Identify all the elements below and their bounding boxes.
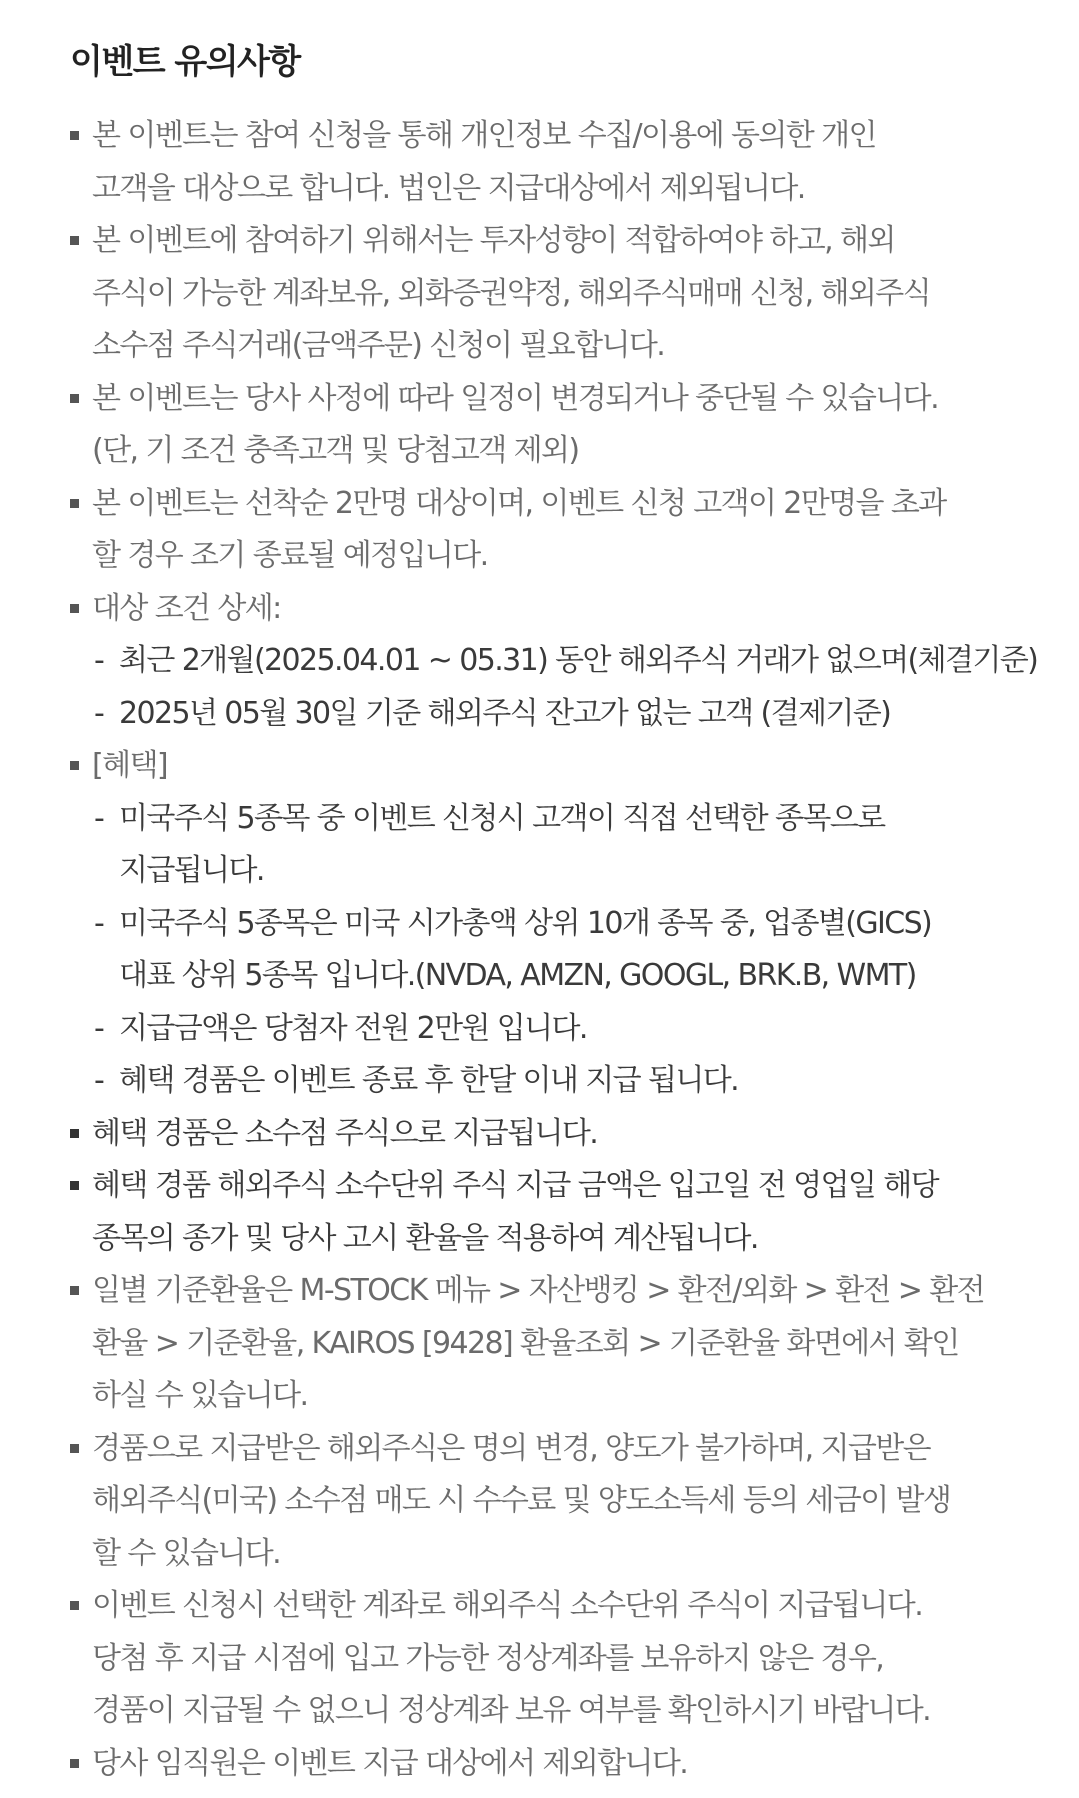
square-bullet-icon	[70, 236, 79, 245]
square-bullet-icon	[70, 1129, 79, 1138]
sub-item-list	[92, 793, 1039, 1108]
notice-item	[70, 1738, 1039, 1791]
notice-title: 이벤트 유의사항	[70, 42, 300, 82]
square-bullet-icon	[70, 1181, 79, 1190]
sub-item-text-line: 지급금액은 당첨자 전원 2만원 입니다.	[119, 1010, 587, 1046]
notice-text-line: 당첨 후 지급 시점에 입고 가능한 정상계좌를 보유하지 않은 경우,	[92, 1640, 884, 1676]
notice-item	[70, 478, 1039, 583]
notice-text-line: 해외주식(미국) 소수점 매도 시 수수료 및 양도소득세 등의 세금이 발생	[92, 1483, 951, 1518]
notice-text-line: 할 경우 조기 종료될 예정입니다.	[92, 538, 488, 573]
notice-item	[70, 1160, 1039, 1265]
sub-item-text-line: 2025년 05월 30일 기준 해외주식 잔고가 없는 고객 (결제기준)	[119, 695, 891, 731]
notice-text-line: 본 이벤트에 참여하기 위해서는 투자성향이 적합하여야 하고, 해외	[92, 223, 895, 258]
notice-item	[70, 215, 1039, 373]
notice-text-line: (단, 기 조건 충족고객 및 당첨고객 제외)	[92, 433, 579, 468]
sub-item	[94, 1055, 1039, 1108]
square-bullet-icon	[70, 1601, 79, 1610]
notice-text-line: 이벤트 신청시 선택한 계좌로 해외주식 소수단위 주식이 지급됩니다.	[92, 1588, 923, 1623]
sub-item-text-line: 미국주식 5종목은 미국 시가총액 상위 10개 종목 중, 업종별(GICS)	[119, 905, 932, 941]
notice-text-line: 본 이벤트는 선착순 2만명 대상이며, 이벤트 신청 고객이 2만명을 초과	[92, 485, 946, 521]
sub-item	[94, 1003, 1039, 1056]
square-bullet-icon	[70, 604, 79, 613]
dash-marker: -	[94, 695, 104, 731]
sub-item	[94, 688, 1039, 741]
notice-item	[70, 740, 1039, 1108]
notice-text-line: 할 수 있습니다.	[92, 1535, 281, 1571]
sub-item	[94, 635, 1039, 688]
notice-text-line: 소수점 주식거래(금액주문) 신청이 필요합니다.	[92, 328, 665, 363]
square-bullet-icon	[70, 131, 79, 140]
sub-item-text-line: 혜택 경품은 이벤트 종료 후 한달 이내 지급 됩니다.	[119, 1063, 739, 1098]
notice-text-line: 경품이 지급될 수 없으니 정상계좌 보유 여부를 확인하시기 바랍니다.	[92, 1693, 931, 1728]
sub-item-text-line: 대표 상위 5종목 입니다.(NVDA, AMZN, GOOGL, BRK.B, WMT)	[119, 958, 916, 993]
sub-item-text-line: 최근 2개월(2025.04.01 ~ 05.31) 동안 해외주식 거래가 없으며(체결기준)	[119, 643, 1038, 678]
notice-item	[70, 110, 1039, 215]
sub-item	[94, 793, 1039, 898]
notice-text-line: 혜택 경품 해외주식 소수단위 주식 지급 금액은 입고일 전 영업일 해당	[92, 1168, 939, 1203]
notice-text-line: 환율 > 기준환율, KAIROS [9428] 환율조회 > 기준환율 화면에서 확인	[92, 1325, 959, 1361]
dash-marker: -	[94, 643, 104, 678]
square-bullet-icon	[70, 1759, 79, 1768]
notice-item	[70, 1108, 1039, 1161]
notice-text-line: 일별 기준환율은 M-STOCK 메뉴 > 자산뱅킹 > 환전/외화 > 환전 > 환전	[92, 1273, 985, 1308]
notice-list	[70, 110, 1039, 1790]
dash-marker: -	[94, 800, 104, 836]
notice-text-line: 경품으로 지급받은 해외주식은 명의 변경, 양도가 불가하며, 지급받은	[92, 1430, 931, 1466]
notice-item	[70, 373, 1039, 478]
notice-text-line: 본 이벤트는 당사 사정에 따라 일정이 변경되거나 중단될 수 있습니다.	[92, 380, 939, 416]
notice-text-line: 당사 임직원은 이벤트 지급 대상에서 제외합니다.	[92, 1745, 688, 1781]
notice-text-line: 종목의 종가 및 당사 고시 환율을 적용하여 계산됩니다.	[92, 1220, 758, 1256]
square-bullet-icon	[70, 1444, 79, 1453]
notice-item	[70, 583, 1039, 741]
square-bullet-icon	[70, 761, 79, 770]
notice-item	[70, 1265, 1039, 1423]
sub-item-text-line: 미국주식 5종목 중 이벤트 신청시 고객이 직접 선택한 종목으로	[119, 800, 885, 836]
notice-item	[70, 1423, 1039, 1581]
square-bullet-icon	[70, 1286, 79, 1295]
dash-marker: -	[94, 1063, 104, 1098]
notice-text-line: 대상 조건 상세:	[92, 590, 281, 626]
square-bullet-icon	[70, 499, 79, 508]
notice-text-line: 혜택 경품은 소수점 주식으로 지급됩니다.	[92, 1115, 598, 1151]
notice-item	[70, 1580, 1039, 1738]
sub-item-text-line: 지급됩니다.	[119, 853, 264, 888]
notice-text-line: [혜택]	[92, 748, 167, 783]
sub-item	[94, 898, 1039, 1003]
dash-marker: -	[94, 1010, 104, 1046]
sub-item-list	[92, 635, 1039, 740]
notice-text-line: 고객을 대상으로 합니다. 법인은 지급대상에서 제외됩니다.	[92, 170, 805, 206]
notice-text-line: 하실 수 있습니다.	[92, 1378, 308, 1413]
notice-text-line: 주식이 가능한 계좌보유, 외화증권약정, 해외주식매매 신청, 해외주식	[92, 275, 931, 311]
notice-text-line: 본 이벤트는 참여 신청을 통해 개인정보 수집/이용에 동의한 개인	[92, 118, 876, 153]
square-bullet-icon	[70, 394, 79, 403]
dash-marker: -	[94, 905, 104, 941]
